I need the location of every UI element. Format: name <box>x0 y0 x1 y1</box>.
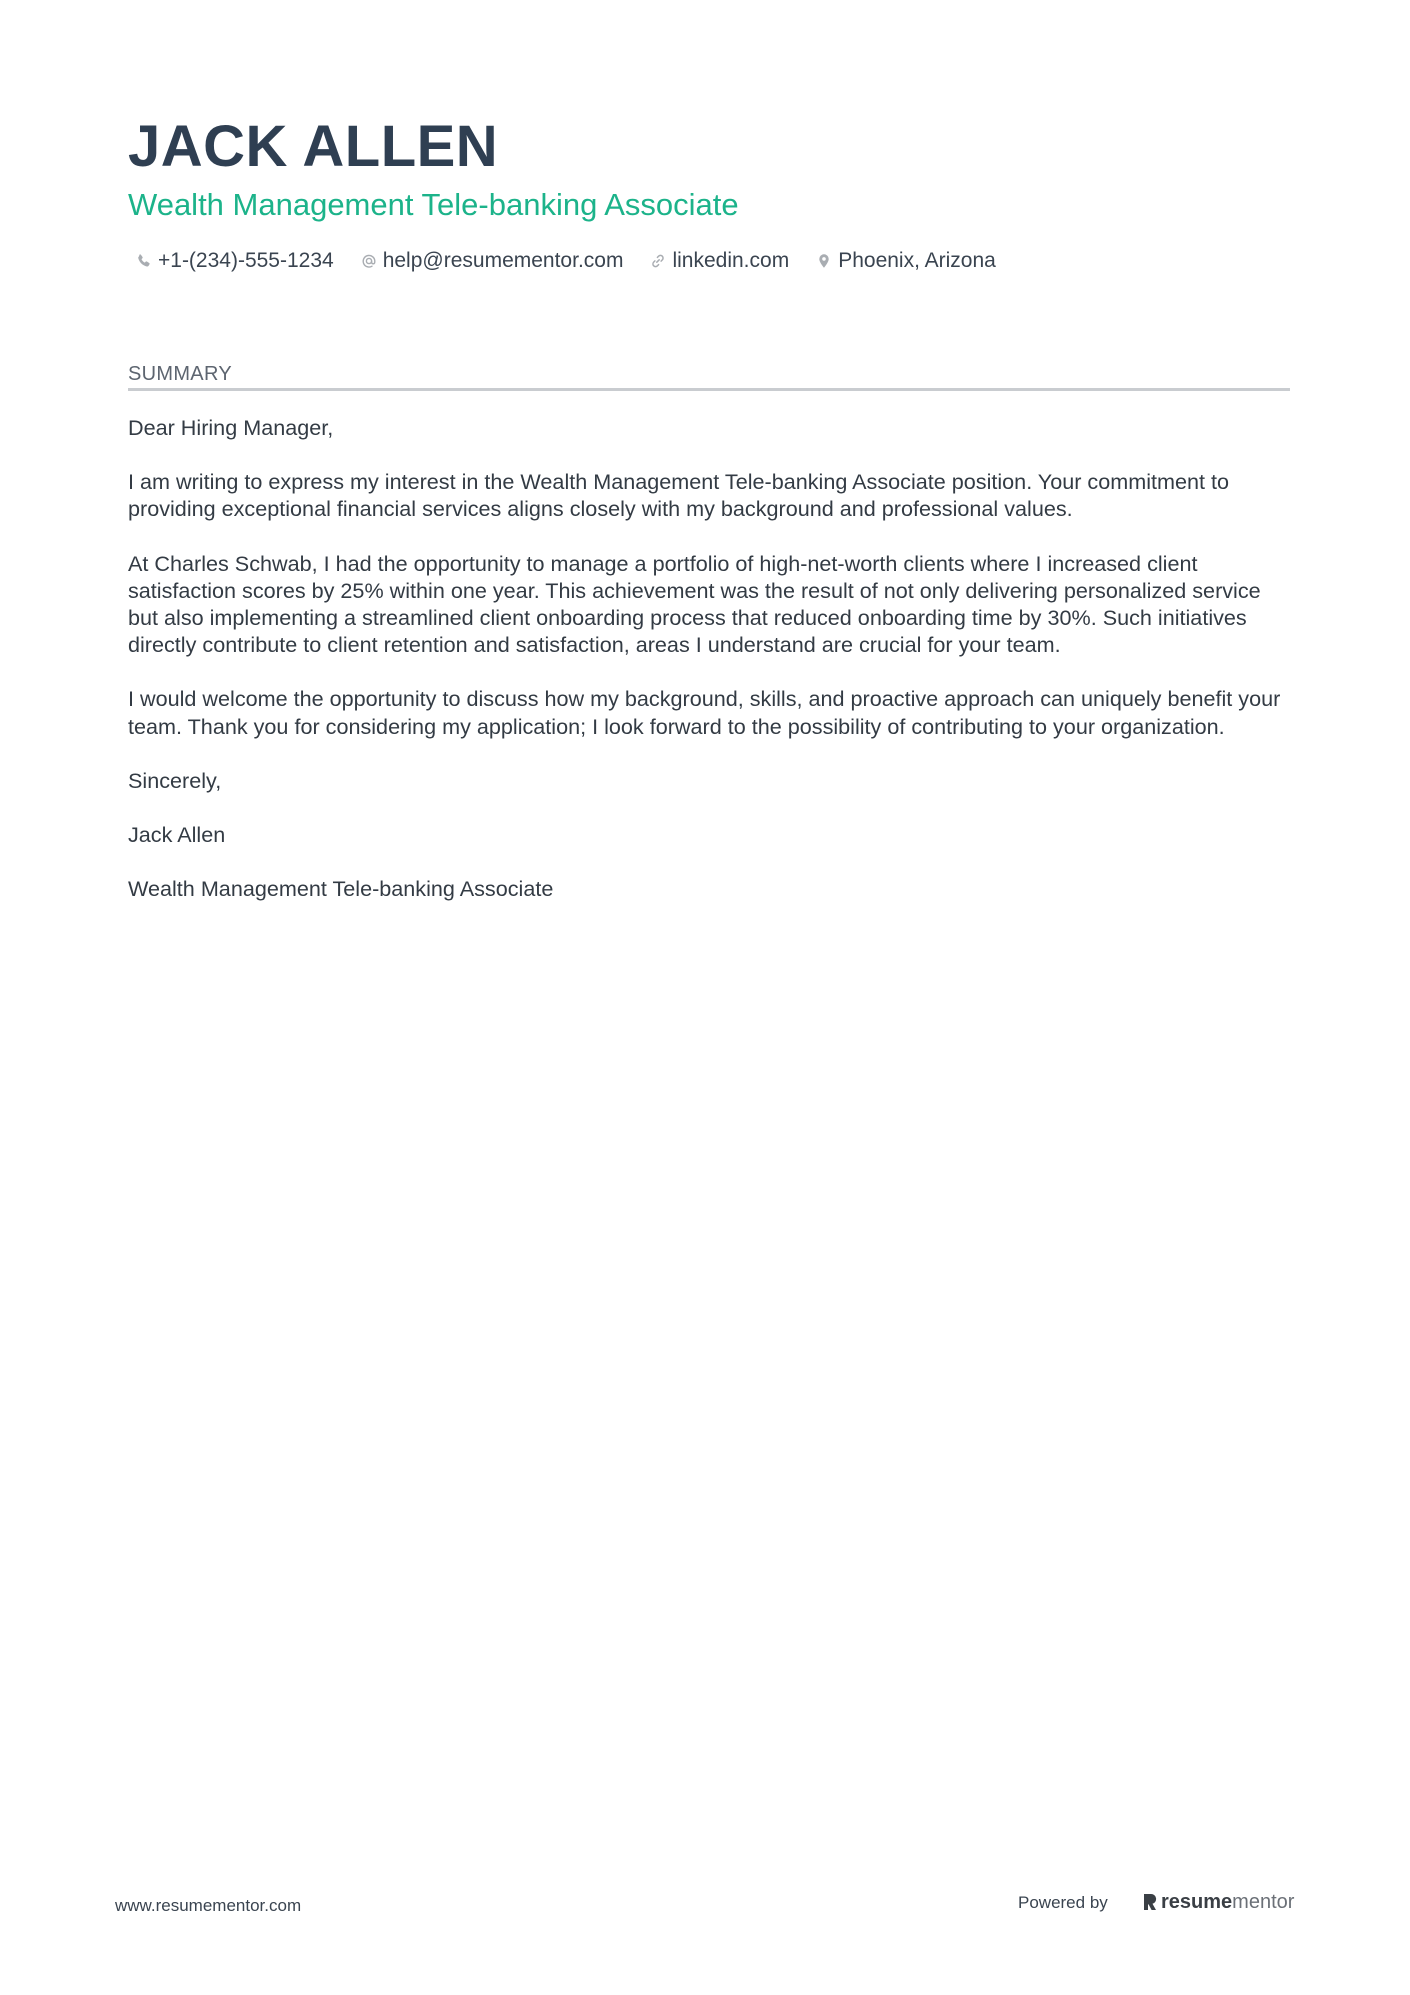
letter-paragraph: I am writing to express my interest in the Wealth Management Tele-banking Associate position. Your commitment to providing exceptional financial services aligns closely with my background and professional values. <box>128 469 1230 522</box>
brand-logo[interactable] <box>1142 1888 1294 1916</box>
letter-paragraph: At Charles Schwab, I had the opportunity to manage a portfolio of high-net-worth clients where I increased client satisfaction scores by 25% within one year. This achievement was the result of not only delivering personalized service but also implementing a streamlined client onboarding process that reduced onboarding time by 30%. Such initiatives directly contribute to client retention and satisfaction, areas I understand are crucial for your team. <box>128 550 1261 658</box>
contact-email[interactable] <box>361 246 624 276</box>
contact-phone <box>136 246 334 276</box>
contact-email-text: help@resumementor.com <box>382 249 624 272</box>
contact-bar <box>136 246 1023 276</box>
job-title: Wealth Management Tele-banking Associate <box>128 187 739 222</box>
at-icon <box>361 253 377 269</box>
contact-location <box>816 246 996 276</box>
link-icon <box>650 253 666 269</box>
signature-name: Jack Allen <box>128 822 226 848</box>
powered-by-label: Powered by <box>1018 1893 1108 1912</box>
applicant-name: JACK ALLEN <box>128 114 499 179</box>
brand-name-part1: resume <box>1161 1891 1233 1913</box>
phone-icon <box>136 253 152 269</box>
contact-location-text: Phoenix, Arizona <box>838 249 996 272</box>
contact-linkedin[interactable] <box>650 246 789 276</box>
brand-mark-icon <box>1142 1892 1158 1912</box>
location-pin-icon <box>816 253 832 269</box>
footer-website-link[interactable]: www.resumementor.com <box>115 1896 302 1915</box>
section-heading-summary: SUMMARY <box>128 360 1290 391</box>
letter-closing: Sincerely, <box>128 767 222 793</box>
letter-paragraph: I would welcome the opportunity to discuss how my background, skills, and proactive approach can uniquely benefit your team. Thank you for considering my application; I look forward to the possibility of contributing to your organization. <box>128 686 1281 739</box>
contact-phone-text: +1-(234)-555-1234 <box>158 249 334 272</box>
letter-greeting: Dear Hiring Manager, <box>128 415 334 440</box>
letter-body <box>128 414 1290 929</box>
contact-linkedin-text: linkedin.com <box>672 249 790 272</box>
signature-title: Wealth Management Tele-banking Associate <box>128 876 554 902</box>
brand-name-part2: mentor <box>1232 1891 1295 1913</box>
